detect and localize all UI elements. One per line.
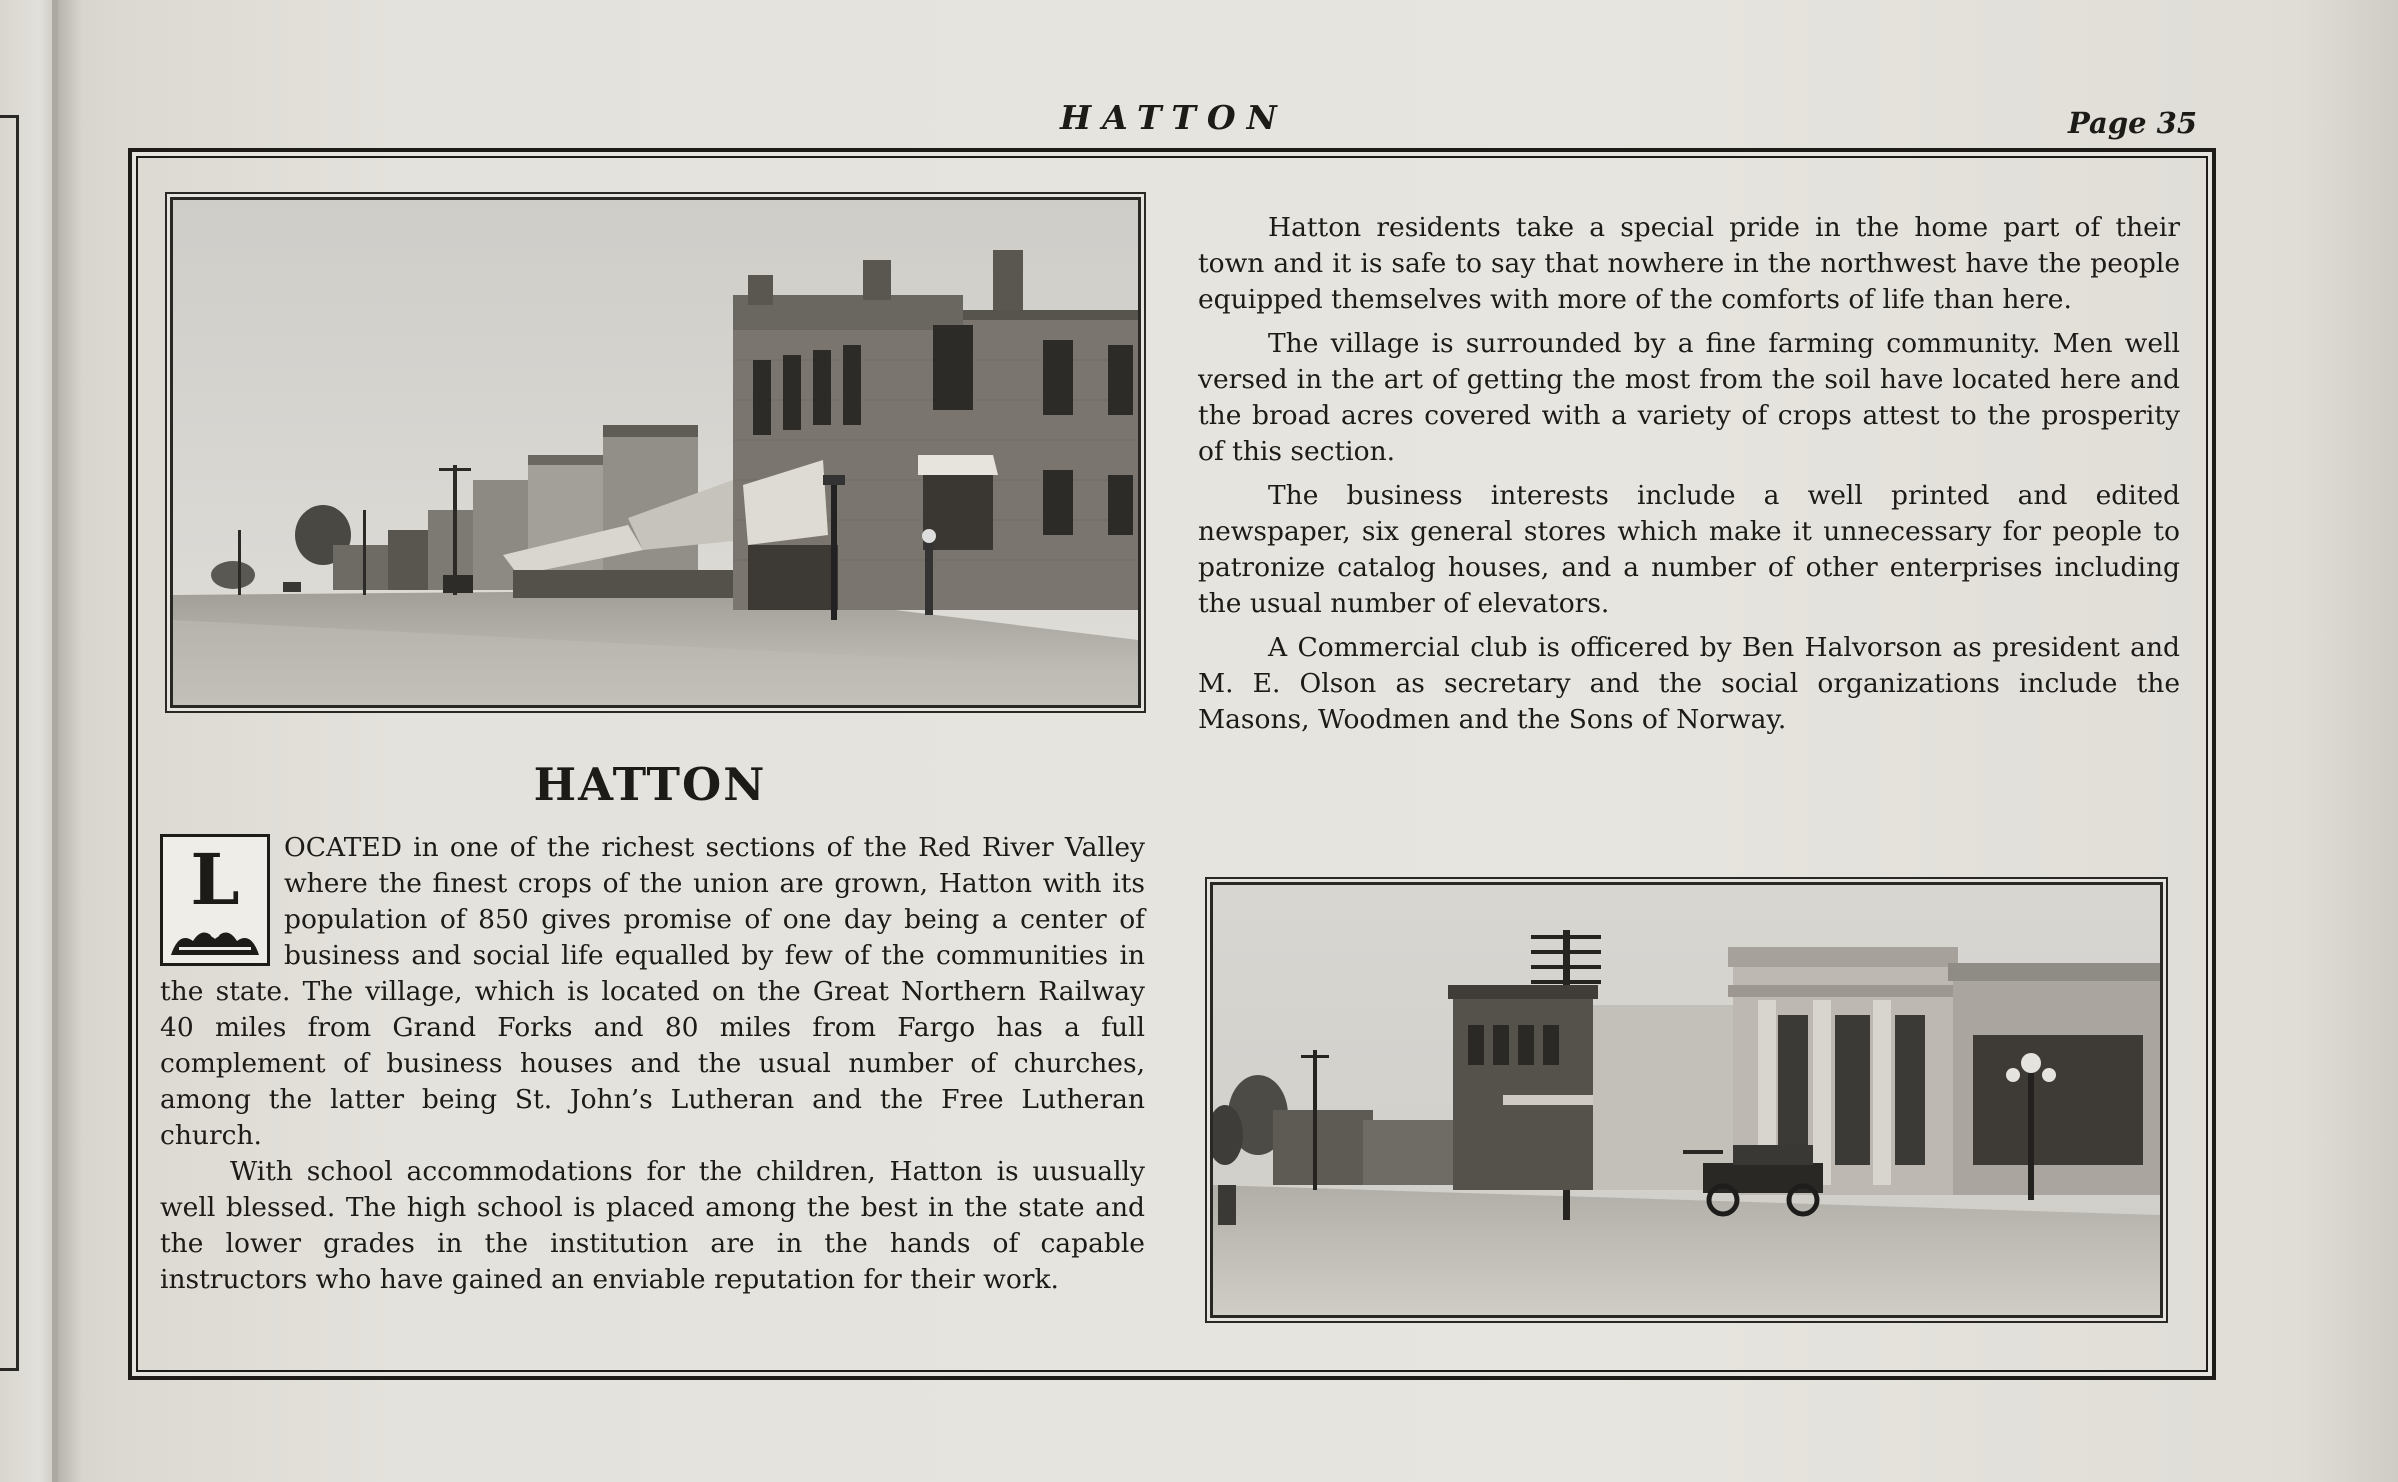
street-photo xyxy=(170,197,1141,708)
drop-cap-letter: L xyxy=(190,838,240,921)
right-column-text xyxy=(1198,210,2180,746)
article-title: HATTON xyxy=(533,758,767,811)
previous-page-edge xyxy=(0,0,58,1482)
previous-page-border xyxy=(0,115,19,1371)
street-corner-photo xyxy=(1210,882,2163,1318)
street-photo-icon xyxy=(173,200,1138,705)
ornament-icon xyxy=(169,921,261,957)
left-column-text xyxy=(160,830,1145,1298)
paragraph: A Commercial club is officered by Ben Halvorson as president and M. E. Olson as secretary and the social organizations include the Masons, Woodmen and the Sons of Norway. xyxy=(1198,632,2180,735)
paragraph: With school accommodations for the children, Hatton is uusually well blessed. The high school is placed among the best in the state and the lower grades in the institution are in the hands of capable instructors who have gained an enviable reputation for their work. xyxy=(160,1156,1145,1295)
page-number: Page 35 xyxy=(2068,106,2197,140)
paragraph: OCATED in one of the richest sections of the Red River Valley where the finest crops of the union are grown, Hatton with its population of 850 gives promise of one day being a center of business and social life equalled by few of the communities in the state. The village, which is located on the Great Northern Railway 40 miles from Grand Forks and 80 miles from Fargo has a full complement of business houses and the usual number of churches, among the latter being St. John’s Lutheran and the Free Lutheran church. xyxy=(160,832,1145,1151)
paragraph: The business interests include a well printed and edited newspaper, six general stores which make it unnecessary for people to patronize catalog houses, and a number of other enterprises including the usual number of elevators. xyxy=(1198,480,2180,619)
paragraph: Hatton residents take a special pride in the home part of their town and it is safe to say that nowhere in the northwest have the people equipped themselves with more of the comforts of life than here. xyxy=(1198,212,2180,315)
paragraph: The village is surrounded by a fine farming community. Men well versed in the art of getting the most from the soil have located here and the broad acres covered with a variety of crops attest to the prosperity of this section. xyxy=(1198,328,2180,467)
drop-cap xyxy=(160,834,270,966)
gutter-shadow xyxy=(52,0,82,1482)
street-corner-photo-icon xyxy=(1213,885,2160,1315)
running-title: HATTON xyxy=(1060,98,1288,137)
